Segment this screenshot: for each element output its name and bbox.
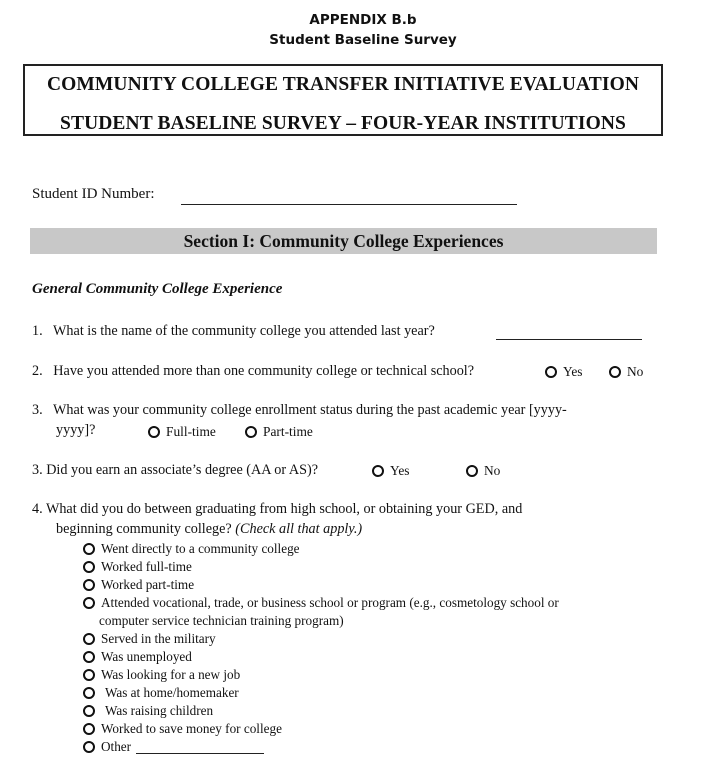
question-4 (32, 501, 522, 518)
survey-title-line-2: STUDENT BASELINE SURVEY – FOUR-YEAR INSTITUTIONS (60, 113, 626, 134)
option-label: No (627, 364, 644, 379)
option-label: Yes (390, 463, 410, 478)
question-number: 3. (32, 402, 43, 418)
section-header-bar (30, 228, 657, 254)
q4-option[interactable] (83, 541, 300, 557)
q4-option[interactable] (83, 667, 240, 683)
q3b-option-no[interactable] (466, 463, 500, 479)
q4-option[interactable] (83, 577, 194, 593)
question-number: 4. (32, 501, 43, 517)
option-label: Yes (563, 364, 583, 379)
option-label: Worked to save money for college (101, 721, 282, 736)
q4-option-other[interactable] (83, 739, 131, 755)
q4-option[interactable] (83, 559, 192, 575)
section-title: Section I: Community College Experiences (183, 231, 504, 251)
question-text: Did you earn an associate’s degree (AA or AS)? (46, 462, 319, 478)
checkbox-circle-icon[interactable] (83, 705, 95, 717)
question-text: What did you do between graduating from high school, or obtaining your GED, and (45, 501, 523, 517)
option-label: No (484, 463, 501, 478)
option-label: Worked part-time (101, 577, 195, 592)
option-label: Served in the military (101, 631, 216, 646)
q4-option[interactable] (83, 721, 282, 737)
q3b-option-yes[interactable] (372, 463, 409, 479)
radio-circle-icon[interactable] (545, 366, 557, 378)
checkbox-circle-icon[interactable] (83, 651, 95, 663)
question-3-enrollment (32, 402, 567, 419)
option-label: Full-time (166, 424, 216, 439)
radio-circle-icon[interactable] (372, 465, 384, 477)
checkbox-circle-icon[interactable] (83, 579, 95, 591)
question-2 (32, 363, 474, 380)
option-label: Was unemployed (101, 649, 192, 664)
survey-title-line-1: COMMUNITY COLLEGE TRANSFER INITIATIVE EVALUATION (46, 74, 640, 95)
q4-option[interactable] (83, 649, 192, 665)
option-label: Worked full-time (101, 559, 192, 574)
question-text: Have you attended more than one community college or technical school? (53, 363, 475, 379)
checkbox-circle-icon[interactable] (83, 669, 95, 681)
checkbox-circle-icon[interactable] (83, 561, 95, 573)
radio-circle-icon[interactable] (609, 366, 621, 378)
q4-option-continuation: computer service technician training program) (99, 613, 344, 628)
option-label: Other (101, 739, 132, 754)
question-number: 1. (32, 323, 43, 339)
question-text: beginning community college? (56, 521, 232, 537)
q3-option-full-time[interactable] (148, 424, 216, 440)
checkbox-circle-icon[interactable] (83, 687, 95, 699)
option-label: Was raising children (105, 703, 214, 718)
q4-option[interactable] (83, 703, 213, 719)
q3-option-part-time[interactable] (245, 424, 313, 440)
q4-option[interactable] (83, 631, 216, 647)
question-text: What was your community college enrollment status during the past academic year [yyyy- (53, 402, 567, 418)
option-label: Was looking for a new job (101, 667, 241, 682)
checkbox-circle-icon[interactable] (83, 741, 95, 753)
student-id-field[interactable] (181, 204, 517, 205)
radio-circle-icon[interactable] (466, 465, 478, 477)
question-4-line-2 (56, 521, 362, 538)
question-number: 3. (32, 462, 43, 478)
subsection-heading: General Community College Experience (32, 281, 283, 297)
radio-circle-icon[interactable] (148, 426, 160, 438)
option-label: Attended vocational, trade, or business school or program (e.g., cosmetology school or (101, 595, 559, 610)
checkbox-circle-icon[interactable] (83, 633, 95, 645)
other-specify-field[interactable] (136, 753, 264, 754)
college-name-field[interactable] (496, 339, 642, 340)
checkbox-circle-icon[interactable] (83, 543, 95, 555)
option-label: Part-time (263, 424, 313, 439)
q2-option-yes[interactable] (545, 364, 582, 380)
question-text: What is the name of the community college you attended last year? (53, 323, 435, 339)
option-label: Went directly to a community college (101, 541, 300, 556)
q4-option[interactable] (83, 595, 559, 611)
radio-circle-icon[interactable] (245, 426, 257, 438)
checkbox-circle-icon[interactable] (83, 597, 95, 609)
q4-option[interactable] (83, 685, 239, 701)
checkbox-circle-icon[interactable] (83, 723, 95, 735)
question-1 (32, 323, 435, 340)
option-label: Was at home/homemaker (105, 685, 239, 700)
appendix-subtitle: Student Baseline Survey (269, 32, 457, 48)
student-id-label: Student ID Number: (32, 186, 155, 202)
question-3-degree (32, 462, 318, 479)
question-number: 2. (32, 363, 43, 379)
q2-option-no[interactable] (609, 364, 643, 380)
title-box (23, 64, 663, 136)
question-3-enrollment-line-2: yyyy]? (56, 422, 96, 438)
question-instruction: (Check all that apply.) (235, 521, 363, 537)
appendix-label: APPENDIX B.b (309, 12, 417, 28)
